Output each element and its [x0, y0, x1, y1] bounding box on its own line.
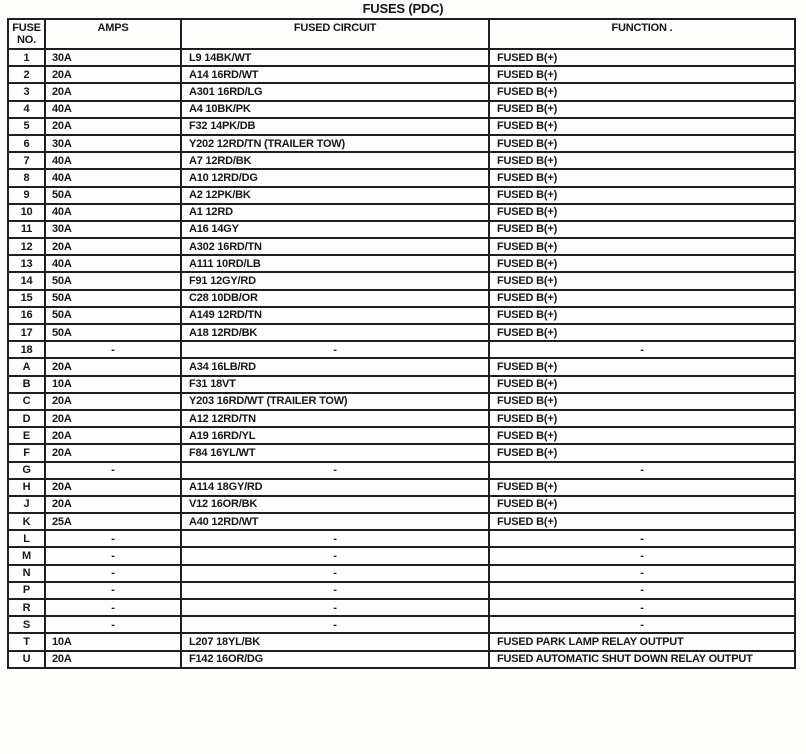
cell-amps: 30A: [45, 135, 181, 152]
cell-amps: 20A: [45, 444, 181, 461]
cell-no: J: [8, 496, 45, 513]
cell-amps: 50A: [45, 307, 181, 324]
cell-no: D: [8, 410, 45, 427]
cell-no: 1: [8, 49, 45, 66]
cell-no: E: [8, 427, 45, 444]
cell-amps: 40A: [45, 204, 181, 221]
cell-amps: -: [45, 599, 181, 616]
cell-no: 5: [8, 118, 45, 135]
cell-amps: -: [45, 616, 181, 633]
cell-circuit: A16 14GY: [181, 221, 489, 238]
cell-function: -: [489, 341, 795, 358]
table-row: [8, 651, 795, 668]
cell-circuit: A14 16RD/WT: [181, 66, 489, 83]
cell-function: FUSED B(+): [489, 376, 795, 393]
cell-no: C: [8, 393, 45, 410]
cell-function: FUSED B(+): [489, 324, 795, 341]
cell-no: H: [8, 479, 45, 496]
table-row: [8, 462, 795, 479]
cell-no: 17: [8, 324, 45, 341]
table-row: [8, 599, 795, 616]
cell-circuit: -: [181, 599, 489, 616]
cell-circuit: -: [181, 530, 489, 547]
cell-function: FUSED B(+): [489, 290, 795, 307]
cell-circuit: -: [181, 462, 489, 479]
table-row: [8, 307, 795, 324]
cell-function: FUSED B(+): [489, 238, 795, 255]
cell-amps: 20A: [45, 479, 181, 496]
cell-circuit: C28 10DB/OR: [181, 290, 489, 307]
cell-no: 11: [8, 221, 45, 238]
cell-no: 6: [8, 135, 45, 152]
cell-circuit: A302 16RD/TN: [181, 238, 489, 255]
cell-function: FUSED B(+): [489, 444, 795, 461]
column-header-circuit: FUSED CIRCUIT: [181, 19, 489, 49]
fuse-table: [7, 18, 796, 669]
cell-no: N: [8, 565, 45, 582]
table-row: [8, 118, 795, 135]
cell-amps: 30A: [45, 49, 181, 66]
cell-function: FUSED B(+): [489, 307, 795, 324]
cell-circuit: -: [181, 616, 489, 633]
table-row: [8, 513, 795, 530]
table-row: [8, 83, 795, 100]
cell-amps: 30A: [45, 221, 181, 238]
cell-function: FUSED B(+): [489, 358, 795, 375]
cell-amps: 40A: [45, 101, 181, 118]
fuse-table-body: [8, 49, 795, 668]
cell-function: FUSED B(+): [489, 255, 795, 272]
cell-amps: 50A: [45, 187, 181, 204]
cell-function: -: [489, 599, 795, 616]
table-row: [8, 135, 795, 152]
column-header-amps: AMPS: [45, 19, 181, 49]
cell-circuit: A4 10BK/PK: [181, 101, 489, 118]
table-row: [8, 633, 795, 650]
cell-circuit: A111 10RD/LB: [181, 255, 489, 272]
cell-function: FUSED B(+): [489, 221, 795, 238]
cell-function: -: [489, 530, 795, 547]
table-row: [8, 616, 795, 633]
cell-amps: 40A: [45, 152, 181, 169]
cell-function: FUSED PARK LAMP RELAY OUTPUT: [489, 633, 795, 650]
cell-amps: 20A: [45, 238, 181, 255]
cell-no: 9: [8, 187, 45, 204]
table-row: [8, 169, 795, 186]
cell-amps: 20A: [45, 358, 181, 375]
cell-function: FUSED B(+): [489, 83, 795, 100]
cell-amps: 20A: [45, 393, 181, 410]
header-row: [8, 19, 795, 49]
cell-function: FUSED B(+): [489, 101, 795, 118]
cell-amps: -: [45, 462, 181, 479]
cell-no: F: [8, 444, 45, 461]
cell-circuit: F31 18VT: [181, 376, 489, 393]
cell-function: FUSED B(+): [489, 135, 795, 152]
cell-amps: 50A: [45, 290, 181, 307]
table-row: [8, 376, 795, 393]
table-row: [8, 565, 795, 582]
cell-no: K: [8, 513, 45, 530]
table-row: [8, 187, 795, 204]
cell-circuit: -: [181, 582, 489, 599]
cell-circuit: A149 12RD/TN: [181, 307, 489, 324]
cell-amps: 20A: [45, 410, 181, 427]
cell-no: 2: [8, 66, 45, 83]
cell-no: P: [8, 582, 45, 599]
table-row: [8, 496, 795, 513]
table-row: [8, 66, 795, 83]
table-row: [8, 547, 795, 564]
cell-circuit: -: [181, 341, 489, 358]
table-row: [8, 393, 795, 410]
table-row: [8, 358, 795, 375]
cell-function: -: [489, 462, 795, 479]
cell-amps: -: [45, 530, 181, 547]
cell-no: 15: [8, 290, 45, 307]
cell-amps: 20A: [45, 118, 181, 135]
cell-circuit: Y203 16RD/WT (TRAILER TOW): [181, 393, 489, 410]
cell-function: FUSED B(+): [489, 169, 795, 186]
cell-circuit: F142 16OR/DG: [181, 651, 489, 668]
table-row: [8, 49, 795, 66]
table-row: [8, 530, 795, 547]
cell-function: FUSED B(+): [489, 496, 795, 513]
page-title: FUSES (PDC): [362, 1, 444, 16]
cell-circuit: L9 14BK/WT: [181, 49, 489, 66]
column-header-function: FUNCTION .: [489, 19, 795, 49]
cell-no: G: [8, 462, 45, 479]
cell-function: -: [489, 547, 795, 564]
cell-amps: 25A: [45, 513, 181, 530]
cell-amps: 50A: [45, 272, 181, 289]
cell-function: -: [489, 565, 795, 582]
cell-function: FUSED B(+): [489, 204, 795, 221]
cell-no: A: [8, 358, 45, 375]
cell-circuit: -: [181, 547, 489, 564]
cell-circuit: A18 12RD/BK: [181, 324, 489, 341]
cell-function: FUSED B(+): [489, 272, 795, 289]
cell-circuit: A2 12PK/BK: [181, 187, 489, 204]
cell-circuit: A12 12RD/TN: [181, 410, 489, 427]
table-row: [8, 582, 795, 599]
cell-no: 18: [8, 341, 45, 358]
cell-function: FUSED B(+): [489, 410, 795, 427]
cell-no: 8: [8, 169, 45, 186]
table-row: [8, 272, 795, 289]
cell-no: B: [8, 376, 45, 393]
table-row: [8, 255, 795, 272]
cell-function: FUSED B(+): [489, 427, 795, 444]
cell-function: FUSED B(+): [489, 152, 795, 169]
cell-amps: 20A: [45, 83, 181, 100]
cell-no: 13: [8, 255, 45, 272]
cell-no: 7: [8, 152, 45, 169]
cell-function: FUSED B(+): [489, 479, 795, 496]
cell-function: FUSED B(+): [489, 513, 795, 530]
table-row: [8, 204, 795, 221]
cell-no: 12: [8, 238, 45, 255]
cell-no: S: [8, 616, 45, 633]
table-row: [8, 410, 795, 427]
cell-no: 14: [8, 272, 45, 289]
cell-amps: -: [45, 565, 181, 582]
cell-circuit: A1 12RD: [181, 204, 489, 221]
cell-function: FUSED B(+): [489, 66, 795, 83]
table-row: [8, 238, 795, 255]
table-row: [8, 221, 795, 238]
cell-circuit: A40 12RD/WT: [181, 513, 489, 530]
cell-amps: 40A: [45, 255, 181, 272]
table-row: [8, 290, 795, 307]
cell-no: 10: [8, 204, 45, 221]
cell-no: 4: [8, 101, 45, 118]
cell-amps: 10A: [45, 376, 181, 393]
cell-no: 16: [8, 307, 45, 324]
table-row: [8, 324, 795, 341]
fuse-table-header: [8, 19, 795, 49]
cell-circuit: -: [181, 565, 489, 582]
table-row: [8, 152, 795, 169]
cell-circuit: V12 16OR/BK: [181, 496, 489, 513]
cell-circuit: A301 16RD/LG: [181, 83, 489, 100]
cell-no: R: [8, 599, 45, 616]
cell-circuit: F91 12GY/RD: [181, 272, 489, 289]
table-row: [8, 444, 795, 461]
cell-function: FUSED B(+): [489, 187, 795, 204]
cell-circuit: A34 16LB/RD: [181, 358, 489, 375]
table-row: [8, 101, 795, 118]
table-row: [8, 479, 795, 496]
cell-circuit: L207 18YL/BK: [181, 633, 489, 650]
cell-amps: 10A: [45, 633, 181, 650]
cell-function: -: [489, 616, 795, 633]
table-row: [8, 341, 795, 358]
cell-circuit: A114 18GY/RD: [181, 479, 489, 496]
cell-no: L: [8, 530, 45, 547]
cell-function: FUSED B(+): [489, 393, 795, 410]
cell-amps: 20A: [45, 66, 181, 83]
cell-circuit: Y202 12RD/TN (TRAILER TOW): [181, 135, 489, 152]
cell-no: 3: [8, 83, 45, 100]
cell-function: FUSED B(+): [489, 49, 795, 66]
cell-function: FUSED AUTOMATIC SHUT DOWN RELAY OUTPUT: [489, 651, 795, 668]
cell-amps: -: [45, 341, 181, 358]
table-row: [8, 427, 795, 444]
cell-amps: -: [45, 582, 181, 599]
cell-amps: 40A: [45, 169, 181, 186]
cell-amps: 50A: [45, 324, 181, 341]
cell-function: FUSED B(+): [489, 118, 795, 135]
cell-function: -: [489, 582, 795, 599]
cell-circuit: A19 16RD/YL: [181, 427, 489, 444]
cell-amps: 20A: [45, 427, 181, 444]
cell-circuit: A10 12RD/DG: [181, 169, 489, 186]
cell-circuit: A7 12RD/BK: [181, 152, 489, 169]
cell-no: M: [8, 547, 45, 564]
cell-circuit: F84 16YL/WT: [181, 444, 489, 461]
cell-amps: 20A: [45, 651, 181, 668]
column-header-fuse-no: FUSE NO.: [8, 19, 45, 49]
cell-amps: -: [45, 547, 181, 564]
cell-amps: 20A: [45, 496, 181, 513]
cell-no: U: [8, 651, 45, 668]
cell-no: T: [8, 633, 45, 650]
cell-circuit: F32 14PK/DB: [181, 118, 489, 135]
